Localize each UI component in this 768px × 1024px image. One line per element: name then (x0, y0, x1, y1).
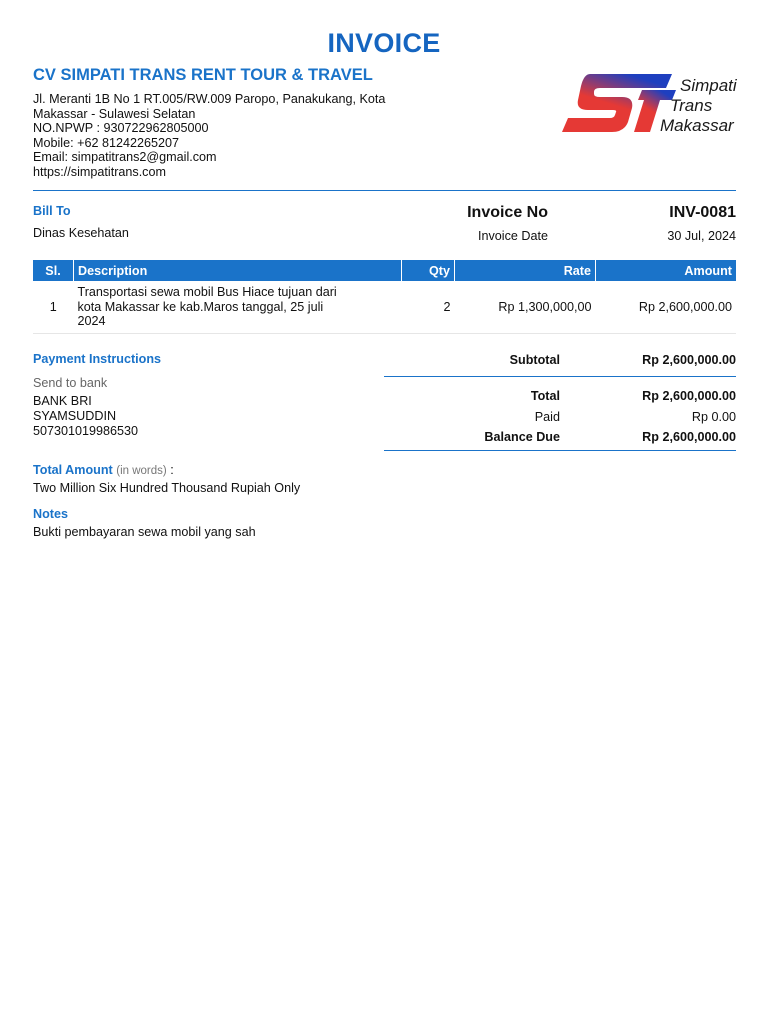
row-rate: Rp 1,300,000,00 (498, 299, 592, 314)
row-amount: Rp 2,600,000.00 (638, 299, 732, 314)
header-rate: Rate (455, 260, 596, 281)
totals-bottom-divider (384, 450, 736, 451)
row-description: Transportasi sewa mobil Bus Hiace tujuan dari kota Makassar ke kab.Maros tanggal, 25 juli 2024 (77, 285, 337, 329)
notes-label: Notes (33, 507, 68, 521)
company-email: Email: simpatitrans2@gmail.com (33, 150, 217, 165)
balance-due-label: Balance Due (484, 430, 560, 444)
company-npwp: NO.NPWP : 930722962805000 (33, 121, 209, 136)
subtotal-divider (384, 376, 736, 377)
bank-name: BANK BRI (33, 394, 92, 408)
total-label: Total (530, 389, 560, 403)
company-name: CV SIMPATI TRANS RENT TOUR & TRAVEL (33, 66, 373, 84)
paid-value: Rp 0.00 (691, 410, 736, 424)
invoice-number-label: Invoice No (467, 204, 548, 221)
send-to-bank-label: Send to bank (33, 376, 108, 390)
amount-words-colon: : (166, 463, 174, 477)
total-value: Rp 2,600,000.00 (642, 389, 736, 403)
table-row (33, 281, 736, 333)
logo-text-makassar: Makassar (660, 116, 734, 135)
table-header-row (33, 260, 736, 281)
document-title: INVOICE (327, 28, 441, 58)
header-qty: Qty (402, 260, 455, 281)
company-logo (560, 70, 740, 138)
amount-words-title: Total Amount (33, 463, 113, 477)
company-mobile: Mobile: +62 81242265207 (33, 135, 180, 150)
notes-text: Bukti pembayaran sewa mobil yang sah (33, 525, 256, 539)
header-description: Description (74, 260, 402, 281)
amount-in-words-label (33, 463, 174, 477)
bank-details (33, 394, 138, 439)
row-sl: 1 (49, 299, 57, 314)
invoice-number: INV-0081 (669, 204, 736, 221)
subtotal-value: Rp 2,600,000.00 (642, 353, 736, 367)
header-amount: Amount (596, 260, 737, 281)
header-sl: Sl. (33, 260, 74, 281)
balance-due-value: Rp 2,600,000.00 (642, 430, 736, 444)
header-divider (33, 190, 736, 191)
company-address-line1: Jl. Meranti 1B No 1 RT.005/RW.009 Paropo, Panakukang, Kota (33, 92, 386, 106)
subtotal-label: Subtotal (509, 353, 560, 367)
bill-to-label: Bill To (33, 204, 71, 218)
invoice-date-label: Invoice Date (477, 229, 548, 243)
row-qty: 2 (443, 299, 451, 314)
bill-to-name: Dinas Kesehatan (33, 226, 129, 240)
company-details (33, 92, 433, 180)
invoice-date: 30 Jul, 2024 (667, 229, 736, 243)
logo-text-trans: Trans (670, 96, 713, 115)
company-website: https://simpatitrans.com (33, 164, 166, 179)
company-address-line2: Makassar - Sulawesi Selatan (33, 106, 196, 121)
line-items-table (33, 260, 736, 334)
payment-instructions-label: Payment Instructions (33, 352, 162, 366)
account-name: SYAMSUDDIN (33, 409, 117, 423)
paid-label: Paid (534, 410, 560, 424)
account-number: 507301019986530 (33, 424, 139, 438)
amount-in-words: Two Million Six Hundred Thousand Rupiah Only (33, 481, 301, 495)
amount-words-sublabel: (in words) (116, 465, 167, 477)
logo-text-simpati: Simpati (680, 76, 737, 95)
